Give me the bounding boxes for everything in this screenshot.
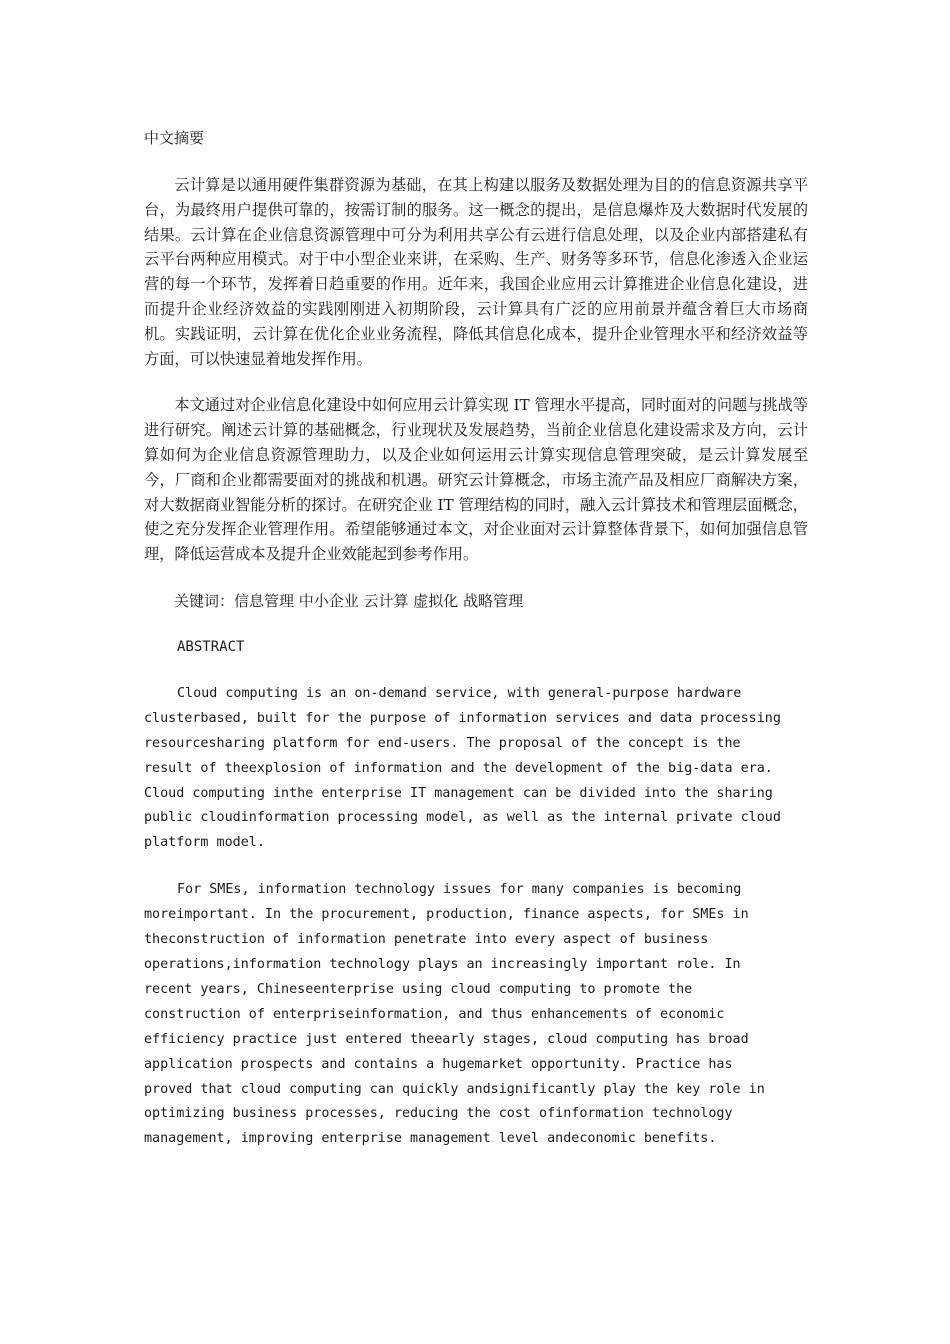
text-line: Cloud computing is an on-demand service, with general-purpose hardware: [177, 685, 742, 701]
text-line: moreimportant. In the procurement, production, finance aspects, for SMEs in: [144, 907, 749, 923]
text-line: construction of enterpriseinformation, and thus enhancements of economic: [144, 1006, 725, 1022]
text-line: theconstruction of information penetrate into every aspect of business: [144, 932, 709, 948]
text-line: result of theexplosion of information and the development of the big-data era.: [144, 760, 773, 776]
text-line: Cloud computing inthe enterprise IT management can be divided into the sharing: [144, 785, 773, 801]
text-line: management, improving enterprise management level andeconomic benefits.: [144, 1131, 717, 1147]
document-page: [144, 126, 808, 1174]
english-abstract-paragraph-2: [144, 878, 808, 1152]
text-line: proved that cloud computing can quickly andsignificantly play the key role in: [144, 1081, 765, 1097]
text-line: application prospects and contains a hugemarket opportunity. Practice has: [144, 1056, 733, 1072]
text-line: public cloudinformation processing model, as well as the internal private cloud: [144, 810, 781, 826]
keywords-line: 关键词：信息管理 中小企业 云计算 虚拟化 战略管理: [174, 591, 524, 610]
text-line: operations,information technology plays an increasingly important role. In: [144, 957, 741, 973]
text-line: recent years, Chineseenterprise using cloud computing to promote the: [144, 981, 693, 997]
text-line: For SMEs, information technology issues for many companies is becoming: [177, 882, 742, 898]
text-line: efficiency practice just entered theearly stages, cloud computing has broad: [144, 1031, 749, 1047]
chinese-abstract-paragraph-1: 云计算是以通用硬件集群资源为基础，在其上构建以服务及数据处理为目的的信息资源共享平台，为最终用户提供可靠的，按需订制的服务。这一概念的提出，是信息爆炸及大数据时代发展的结果。云计算在企业信息资源管理中可分为利用共享公有云进行信息处理，以及企业内部搭建私有云平台两种应用模式。对于中小型企业来讲，在采购、生产、财务等多环节，信息化渗透入企业运营的每一个环节，发挥着日趋重要的作用。近年来，我国企业应用云计算推进企业信息化建设，进而提升企业经济效益的实践刚刚进入初期阶段，云计算具有广泛的应用前景并蕴含着巨大市场商机。实践证明，云计算在优化企业业务流程，降低其信息化成本，提升企业管理水平和经济效益等方面，可以快速显着地发挥作用。: [144, 176, 808, 368]
text-line: clusterbased, built for the purpose of information services and data processing: [144, 710, 781, 726]
text-line: optimizing business processes, reducing the cost ofinformation technology: [144, 1106, 733, 1122]
chinese-abstract-heading: 中文摘要: [144, 129, 205, 147]
english-abstract-paragraph-1: [144, 682, 808, 856]
text-line: resourcesharing platform for end-users. The proposal of the concept is the: [144, 735, 741, 751]
abstract-heading: ABSTRACT: [177, 638, 245, 655]
text-line: platform model.: [144, 835, 265, 851]
chinese-abstract-paragraph-2: 本文通过对企业信息化建设中如何应用云计算实现 IT 管理水平提高，同时面对的问题与挑战等进行研究。阐述云计算的基础概念，行业现状及发展趋势，当前企业信息化建设需求及方向，云计算如何为企业信息资源管理助力，以及企业如何运用云计算实现信息管理突破，是云计算发展至今，厂商和企业都需要面对的挑战和机遇。研究云计算概念，市场主流产品及相应厂商解决方案，对大数据商业智能分析的探讨。在研究企业 IT 管理结构的同时，融入云计算技术和管理层面概念，使之充分发挥企业管理作用。希望能够通过本文，对企业面对云计算整体背景下，如何加强信息管理，降低运营成本及提升企业效能起到参考作用。: [144, 396, 808, 564]
